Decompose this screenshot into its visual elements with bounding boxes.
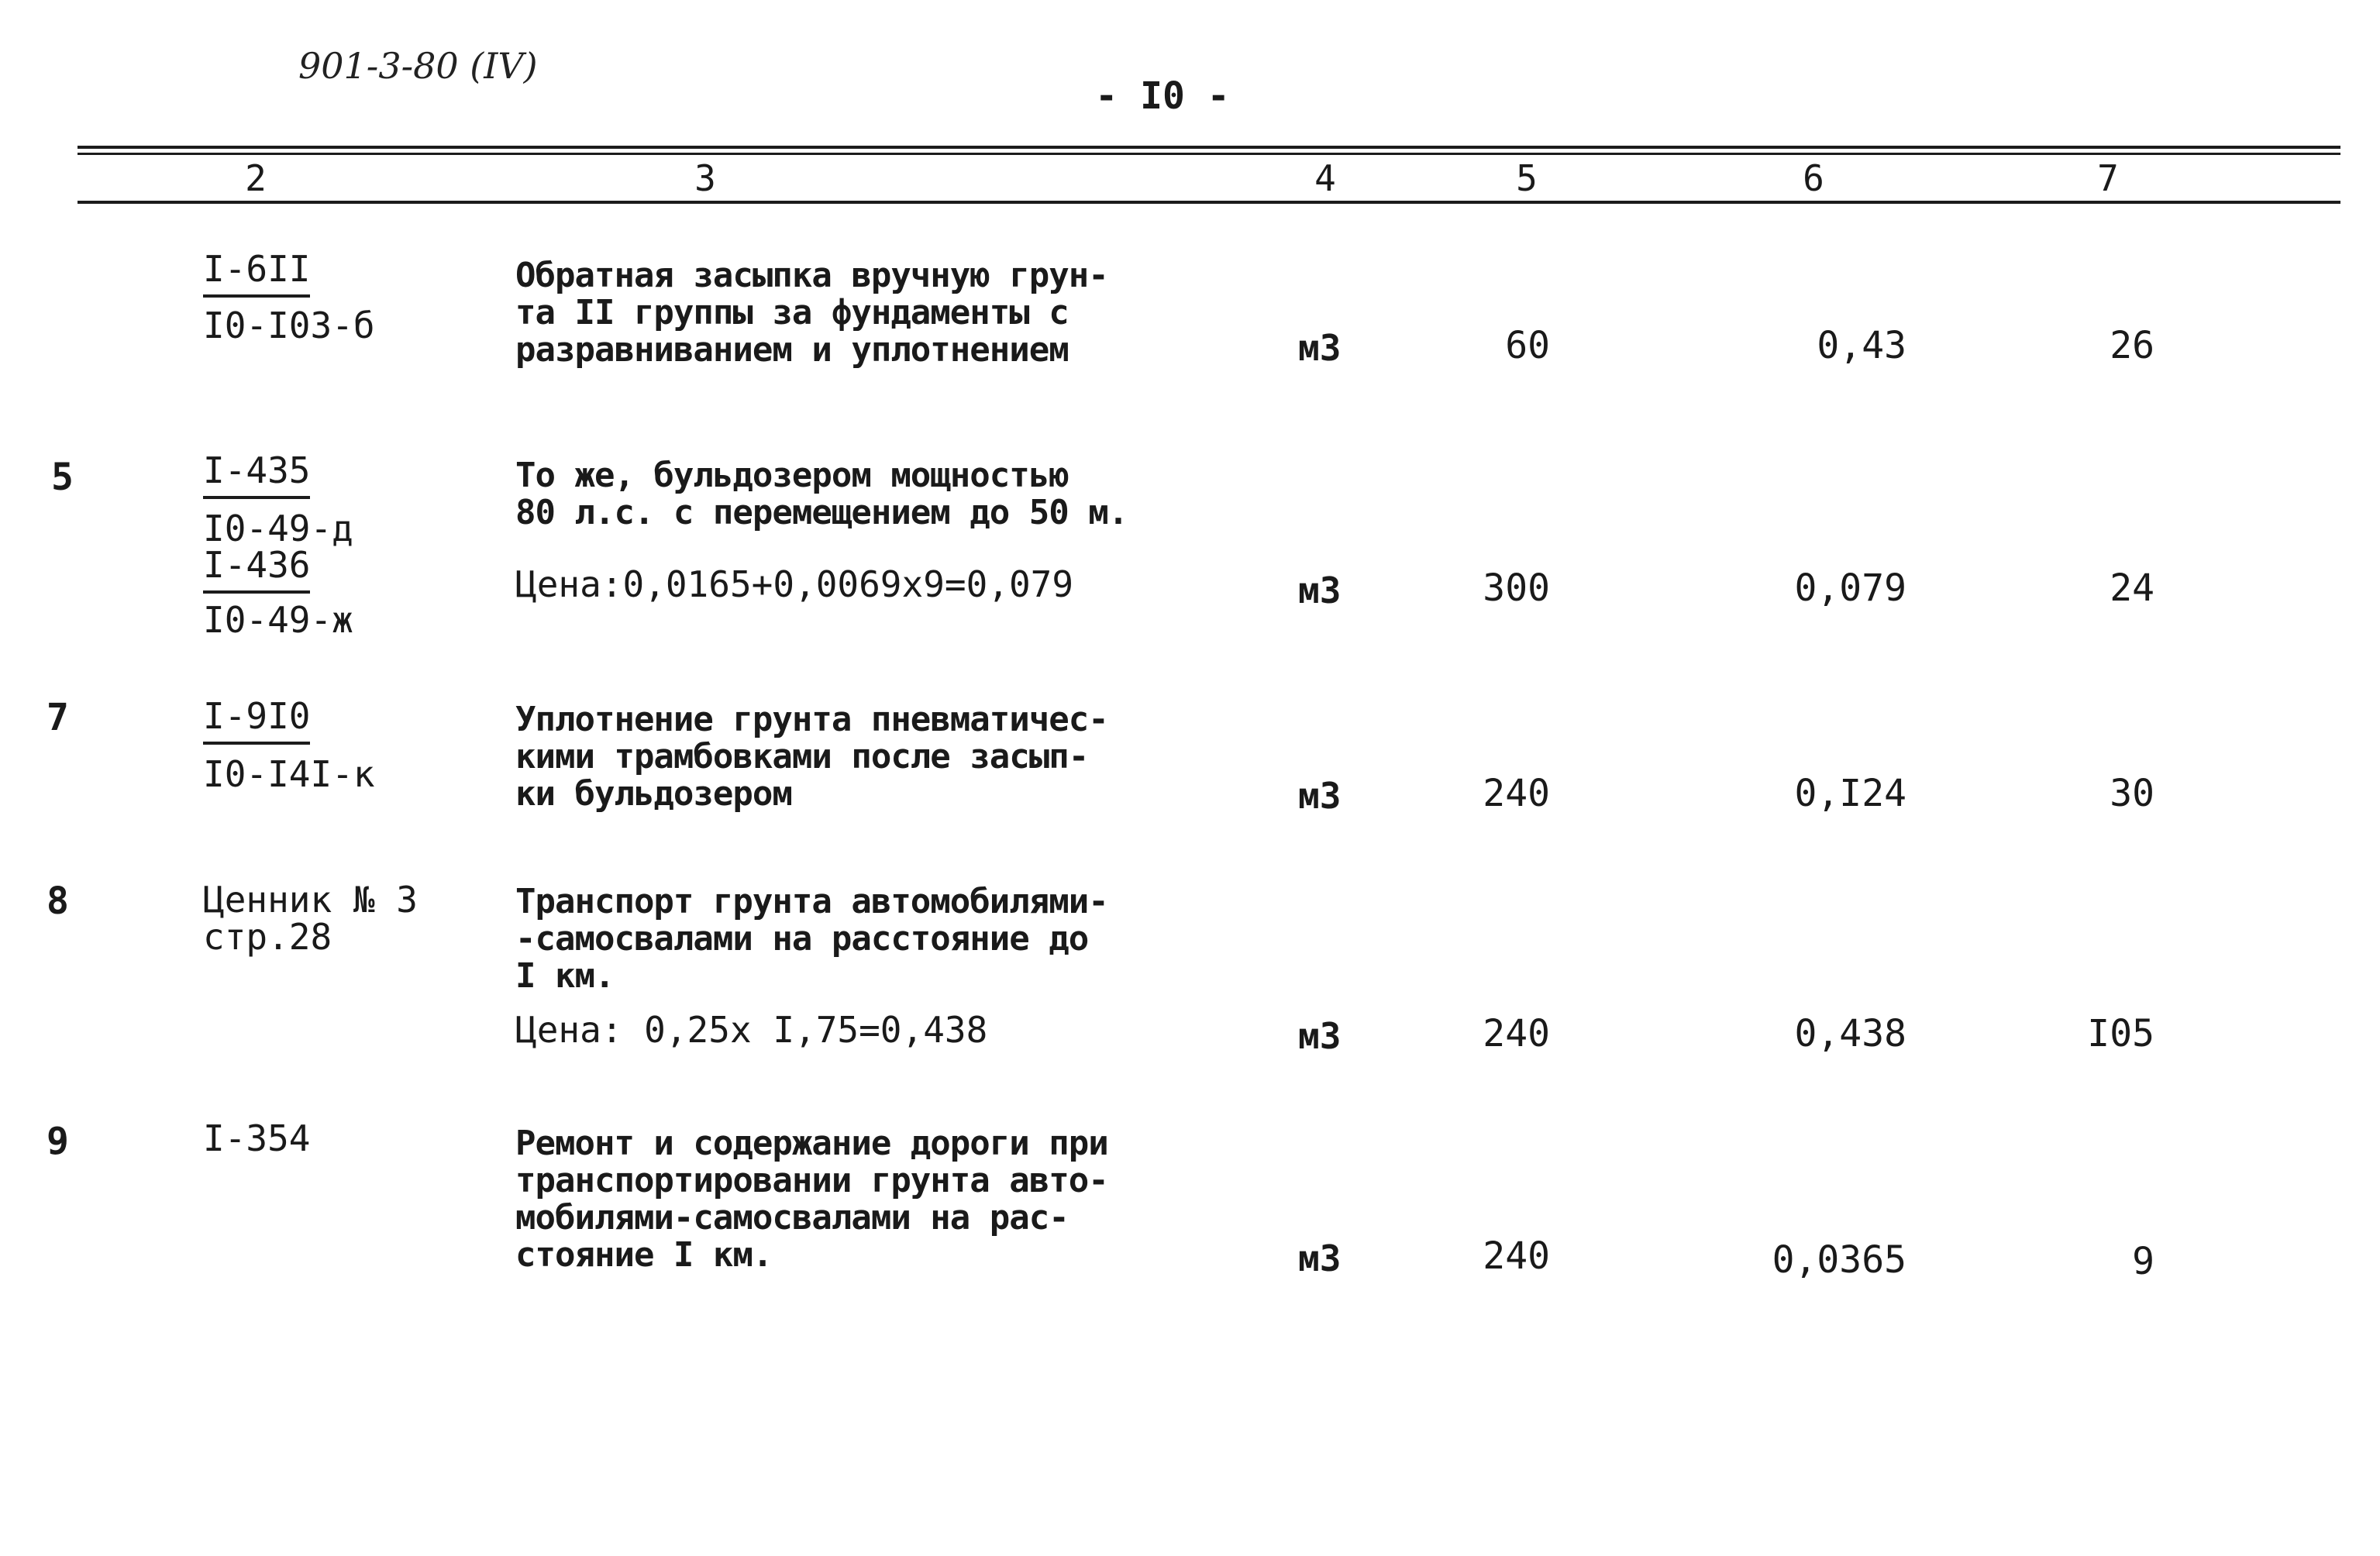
row-rate: 0,079 [1794,566,1906,610]
column-header-2: 2 [245,157,267,199]
row-number: 9 [46,1120,69,1163]
row-total: 30 [2110,772,2154,815]
row-rate: 0,I24 [1794,772,1906,815]
column-header-4: 4 [1314,157,1336,199]
code-denominator: I0-49-д [203,508,353,549]
row-number: 7 [46,696,69,739]
code-numerator: I-9I0 [203,695,310,745]
header-rule-bottom [77,201,2340,204]
row-quantity: 60 [1505,324,1550,367]
row-quantity: 300 [1483,566,1550,610]
row-total: 26 [2110,324,2154,367]
row-description: Уплотнение грунта пневматичес- кими трамбовками после засып- ки бульдозером [515,700,1108,814]
code-denominator: I0-I4I-к [203,753,375,795]
row-rate: 0,438 [1794,1012,1906,1055]
code-reference: Ценник № 3 стр.28 [203,879,418,958]
document-code: 901-3-80 (IV) [298,45,538,87]
price-note: Цена:0,0165+0,0069х9=0,079 [515,563,1074,605]
row-description: Обратная засыпка вручную грун- та II группы за фундаменты с разравниванием и уплотнением [515,256,1108,370]
row-description: То же, бульдозером мощностью 80 л.с. с перемещением до 50 м. [515,456,1128,532]
price-note: Цена: 0,25х I,75=0,438 [515,1009,988,1051]
row-unit: м3 [1298,570,1342,611]
column-header-6: 6 [1803,157,1824,199]
row-total: 9 [2132,1240,2154,1283]
code-denominator: I0-I03-б [203,305,375,346]
column-header-3: 3 [694,157,716,199]
row-description: Ремонт и содержание дороги при транспортировании грунта авто- мобилями-самосвалами на рас- стояние I км. [515,1124,1108,1275]
header-rule-top [77,146,2340,149]
row-unit: м3 [1298,1238,1342,1279]
row-description: Транспорт грунта автомобилями- -самосвалами на расстояние до I км. [515,882,1108,996]
code-numerator: I-435 [203,449,310,499]
row-quantity: 240 [1483,1234,1550,1278]
column-header-5: 5 [1516,157,1538,199]
row-total: I05 [2087,1012,2154,1055]
row-quantity: 240 [1483,772,1550,815]
row-rate: 0,0365 [1772,1238,1906,1282]
code-denominator: I0-49-ж [203,599,353,641]
row-total: 24 [2110,566,2154,610]
row-quantity: 240 [1483,1012,1550,1055]
column-header-7: 7 [2097,157,2119,199]
code-numerator: I-6II [203,248,310,298]
row-number: 8 [46,880,69,923]
row-unit: м3 [1298,327,1342,369]
page-number: - I0 - [1095,74,1230,118]
row-unit: м3 [1298,775,1342,817]
row-unit: м3 [1298,1015,1342,1057]
row-number: 5 [51,456,74,499]
code-numerator: I-436 [203,544,310,594]
row-rate: 0,43 [1817,324,1906,367]
header-rule-top-second [77,153,2340,155]
code-reference: I-354 [203,1117,311,1159]
